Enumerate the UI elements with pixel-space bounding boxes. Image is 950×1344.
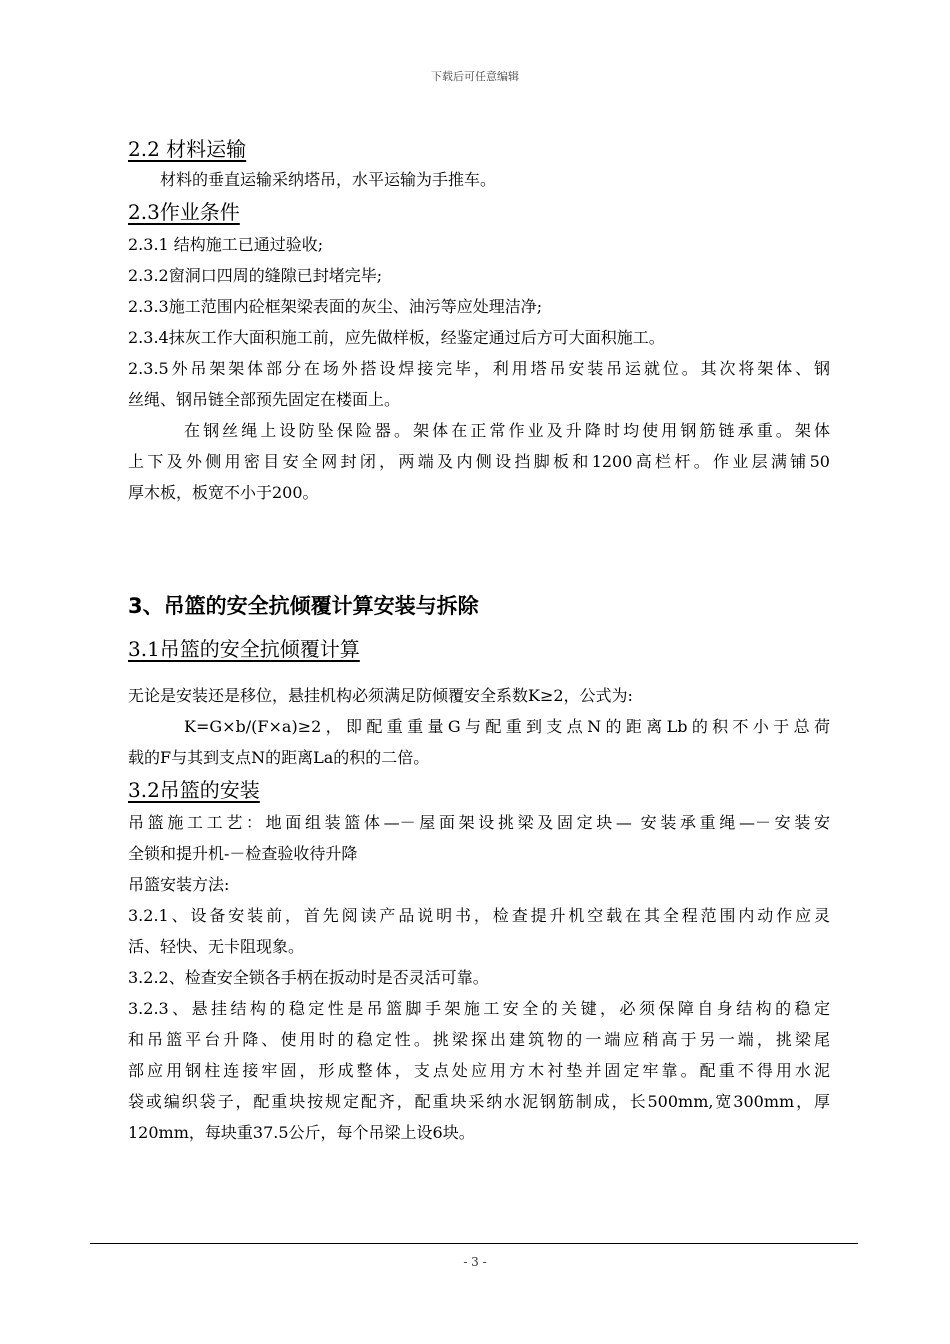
item-3-2-3-line-4: 袋或编织袋子，配重块按规定配齐，配重块采纳水泥钢筋制成，长500mm,宽300mm，厚 (128, 1092, 830, 1111)
page-number: - 3 - (463, 1255, 487, 1269)
item-3-2-3-line-2: 和吊篮平台升降、使用时的稳定性。挑梁探出建筑物的一端应稍高于另一端，挑梁尾 (128, 1030, 830, 1049)
paragraph-line-2: 上下及外侧用密目安全网封闭，两端及内侧设挡脚板和1200高栏杆。作业层满铺50 (128, 452, 830, 471)
item-3-2-3-line-3: 部应用钢柱连接牢固，形成整体，支点处应用方木衬垫并固定牢靠。配重不得用水泥 (128, 1061, 830, 1080)
section-2-2-body: 材料的垂直运输采纳塔吊，水平运输为手推车。 (160, 170, 497, 189)
section-3-2-heading: 3.2吊篮的安装 (128, 778, 260, 802)
document-body (128, 134, 830, 1148)
method-label: 吊篮安装方法: (128, 875, 230, 894)
item-2-3-3: 2.3.3施工范围内砼框架梁表面的灰尘、油污等应处理洁净; (128, 297, 543, 316)
process-line-2: 全锁和提升机-－检查验收待升降 (128, 844, 358, 863)
footer-divider (90, 1243, 858, 1244)
item-2-3-5-line-1: 2.3.5外吊架架体部分在场外搭设焊接完毕，利用塔吊安装吊运就位。其次将架体、钢 (128, 359, 830, 378)
item-3-2-1-line-2: 活、轻快、无卡阻现象。 (128, 937, 305, 956)
formula-line-1: K=G×b/(F×a)≥2，即配重重量G与配重到支点N的距离Lb的积不小于总荷 (184, 717, 830, 736)
item-2-3-5-line-2: 丝绳、钢吊链全部预先固定在楼面上。 (128, 390, 401, 409)
section-3-1-heading: 3.1吊篮的安全抗倾覆计算 (128, 637, 360, 661)
process-line-1: 吊篮施工工艺：地面组装篮体—－屋面架设挑梁及固定块— 安装承重绳—－安装安 (128, 813, 830, 832)
section-2-2-heading: 2.2 材料运输 (128, 137, 247, 161)
item-2-3-2: 2.3.2窗洞口四周的缝隙已封堵完毕; (128, 266, 383, 285)
item-3-2-3-line-1: 3.2.3、悬挂结构的稳定性是吊篮脚手架施工安全的关键，必须保障自身结构的稳定 (128, 999, 830, 1018)
paragraph-line-3: 厚木板，板宽不小于200。 (128, 483, 319, 502)
formula-line-2: 载的F与其到支点N的距离La的积的二倍。 (128, 748, 430, 767)
item-2-3-4: 2.3.4抹灰工作大面积施工前，应先做样板，经鉴定通过后方可大面积施工。 (128, 328, 665, 347)
item-3-2-1-line-1: 3.2.1、设备安装前，首先阅读产品说明书，检查提升机空载在其全程范围内动作应灵 (128, 906, 830, 925)
section-3-heading: 3、吊篮的安全抗倾覆计算安装与拆除 (128, 594, 479, 618)
item-3-2-3-line-5: 120mm，每块重37.5公斤，每个吊梁上设6块。 (128, 1123, 475, 1142)
section-2-3-heading: 2.3作业条件 (128, 200, 240, 224)
item-2-3-1: 2.3.1 结构施工已通过验收; (128, 235, 324, 254)
item-3-2-2: 3.2.2、检查安全锁各手柄在扳动时是否灵活可靠。 (128, 968, 489, 987)
page-header: 下载后可任意编辑 (431, 70, 519, 83)
paragraph-line-1: 在钢丝绳上设防坠保险器。架体在正常作业及升降时均使用钢筋链承重。架体 (184, 421, 830, 440)
section-3-1-line-1: 无论是安装还是移位，悬挂机构必须满足防倾覆安全系数K≥2，公式为: (128, 686, 633, 705)
